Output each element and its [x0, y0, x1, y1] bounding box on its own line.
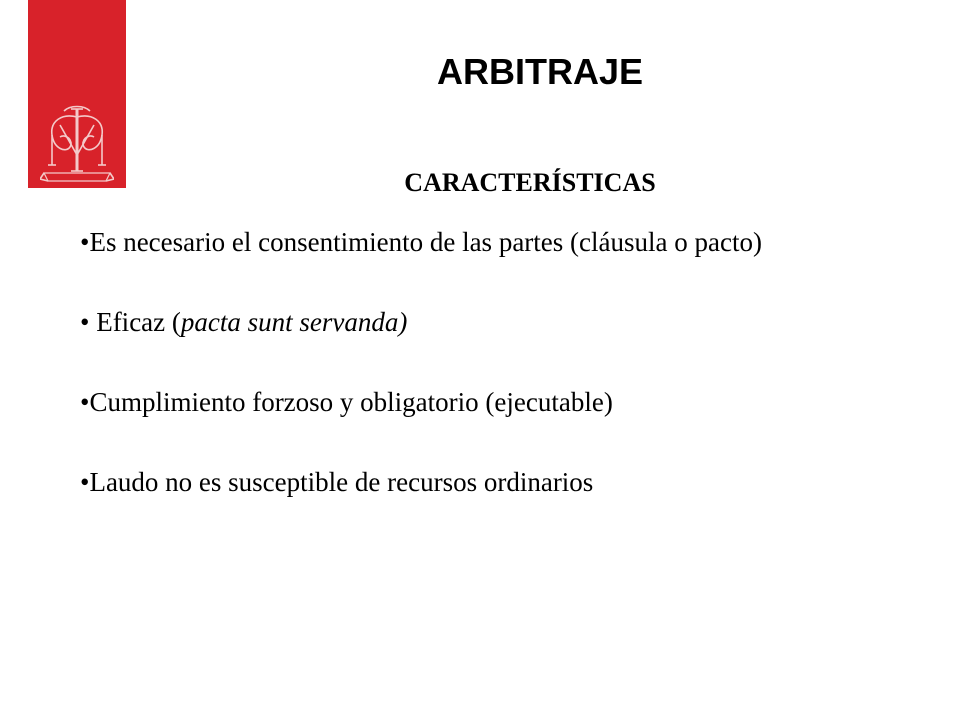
- bullet-item: [80, 302, 900, 342]
- bullet-item: [80, 462, 900, 502]
- bullet-text: Eficaz (: [96, 307, 181, 337]
- bullet-text: Laudo no es susceptible de recursos ordinarios: [89, 467, 594, 497]
- logo-band: [28, 0, 126, 188]
- bullet-text-italic: pacta sunt servanda): [180, 307, 408, 337]
- bullet-item: [80, 222, 900, 262]
- bullet-item: [80, 382, 900, 422]
- bullet-marker: •: [80, 227, 90, 257]
- bullet-marker: •: [80, 467, 90, 497]
- bullet-marker: •: [80, 307, 97, 337]
- bullet-text: Cumplimiento forzoso y obligatorio (ejecutable): [89, 387, 613, 417]
- bullet-marker: •: [80, 387, 90, 417]
- bullet-list: [80, 222, 900, 542]
- slide-title: ARBITRAJE: [436, 51, 643, 92]
- bullet-text: Es necesario el consentimiento de las partes (cláusula o pacto): [89, 227, 762, 257]
- monogram-crest-icon: [40, 103, 114, 187]
- slide-subtitle: CARACTERÍSTICAS: [404, 168, 656, 197]
